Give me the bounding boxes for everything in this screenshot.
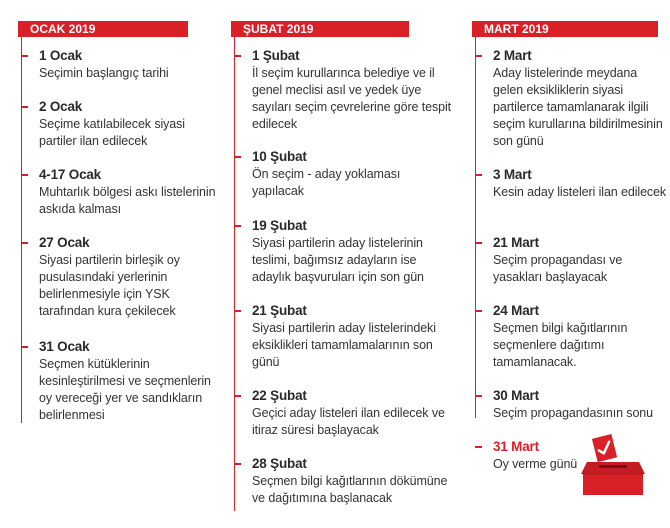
timeline-tick: [234, 395, 241, 397]
event-description: Oy verme günü: [493, 457, 578, 471]
timeline-tick: [234, 156, 241, 158]
month-header: MART 2019: [472, 21, 658, 37]
timeline-line: [234, 35, 235, 511]
timeline-tick: [21, 174, 28, 176]
event-date: 24 Mart: [493, 303, 539, 318]
event-description: Seçim propagandasının sonu: [493, 406, 654, 420]
event-description: Siyasi partilerin aday listelerinin teslimi, bağımsız adayların ise adaylık başvuruları için son gün: [252, 236, 424, 284]
month-header: OCAK 2019: [18, 21, 188, 37]
timeline-line: [21, 35, 22, 423]
event-description: Geçici aday listeleri ilan edilecek ve itiraz süresi başlayacak: [252, 406, 445, 437]
event-date: 19 Şubat: [252, 218, 307, 233]
event-description: Siyasi partilerin aday listelerindeki eksiklikleri tamamlamalarının son günü: [252, 321, 436, 369]
event-description: İl seçim kurullarınca belediye ve il genel meclisi asıl ve yedek üye sayıları seçim çevrelerine göre tespit edilecek: [252, 66, 452, 131]
timeline-event: [39, 339, 219, 424]
timeline-event-election-day: [493, 439, 593, 473]
event-description: Seçimin başlangıç tarihi: [39, 66, 169, 80]
event-description: Aday listelerinde meydana gelen eksikliklerin siyasi partilerce tamamlanarak ilgili seçim kurullarına bildirilmesinin son günü: [493, 66, 663, 148]
timeline-event: [493, 235, 668, 286]
event-description: Kesin aday listeleri ilan edilecek: [493, 185, 667, 199]
timeline-event: [252, 456, 452, 507]
timeline-event: [493, 388, 668, 422]
event-description: Seçmen kütüklerinin kesinleştirilmesi ve seçmenlerin oy vereceği yer ve sandıkların belirlenmesi: [39, 357, 211, 422]
timeline-event: [252, 388, 452, 439]
timeline-tick: [21, 55, 28, 57]
timeline-event: [39, 48, 219, 82]
timeline-tick: [475, 55, 482, 57]
timeline-event: [252, 149, 452, 200]
event-description: Seçim propagandası ve yasakları başlayacak: [493, 253, 623, 284]
timeline-tick: [475, 310, 482, 312]
timeline-event: [39, 235, 219, 320]
event-date: 28 Şubat: [252, 456, 307, 471]
event-date: 21 Mart: [493, 235, 539, 250]
timeline-event: [252, 48, 452, 133]
event-date: 22 Şubat: [252, 388, 307, 403]
timeline-tick: [234, 463, 241, 465]
timeline-tick: [21, 106, 28, 108]
timeline-line: [475, 35, 476, 418]
event-description: Muhtarlık bölgesi askı listelerinin askıda kalması: [39, 185, 216, 216]
timeline-event: [493, 167, 668, 201]
timeline-event: [493, 303, 668, 371]
event-description: Seçmen bilgi kağıtlarının seçmenlere dağıtımı tamamlanacak.: [493, 321, 628, 369]
event-date: 1 Ocak: [39, 48, 83, 63]
timeline-tick: [475, 242, 482, 244]
event-description: Siyasi partilerin birleşik oy pusulasındaki yerlerinin belirlenmesiyle için YSK tarafından kura çekilecek: [39, 253, 180, 318]
timeline-event: [39, 167, 219, 218]
event-date: 3 Mart: [493, 167, 532, 182]
timeline-event: [493, 48, 668, 150]
event-date: 2 Ocak: [39, 99, 83, 114]
event-description: Seçime katılabilecek siyasi partiler ilan edilecek: [39, 117, 185, 148]
event-description: Ön seçim - aday yoklaması yapılacak: [252, 167, 401, 198]
event-date: 31 Mart: [493, 439, 539, 454]
timeline-tick: [475, 446, 482, 448]
event-date: 21 Şubat: [252, 303, 307, 318]
event-date: 27 Ocak: [39, 235, 90, 250]
timeline-tick: [234, 310, 241, 312]
timeline-column-february: [230, 0, 452, 528]
event-date: 31 Ocak: [39, 339, 90, 354]
timeline-tick: [21, 346, 28, 348]
event-date: 2 Mart: [493, 48, 532, 63]
timeline-tick: [475, 395, 482, 397]
event-date: 30 Mart: [493, 388, 539, 403]
event-date: 1 Şubat: [252, 48, 300, 63]
event-date: 4-17 Ocak: [39, 167, 101, 182]
event-description: Seçmen bilgi kağıtlarının dökümüne ve dağıtımına başlanacak: [252, 474, 448, 505]
timeline-column-january: [0, 0, 222, 528]
timeline-event: [39, 99, 219, 150]
ballot-box-icon: [579, 432, 647, 496]
timeline-event: [252, 218, 452, 286]
timeline-tick: [21, 242, 28, 244]
month-header: ŞUBAT 2019: [231, 21, 409, 37]
timeline-event: [252, 303, 452, 371]
timeline-tick: [234, 55, 241, 57]
timeline-tick: [234, 225, 241, 227]
timeline-tick: [475, 174, 482, 176]
event-date: 10 Şubat: [252, 149, 307, 164]
